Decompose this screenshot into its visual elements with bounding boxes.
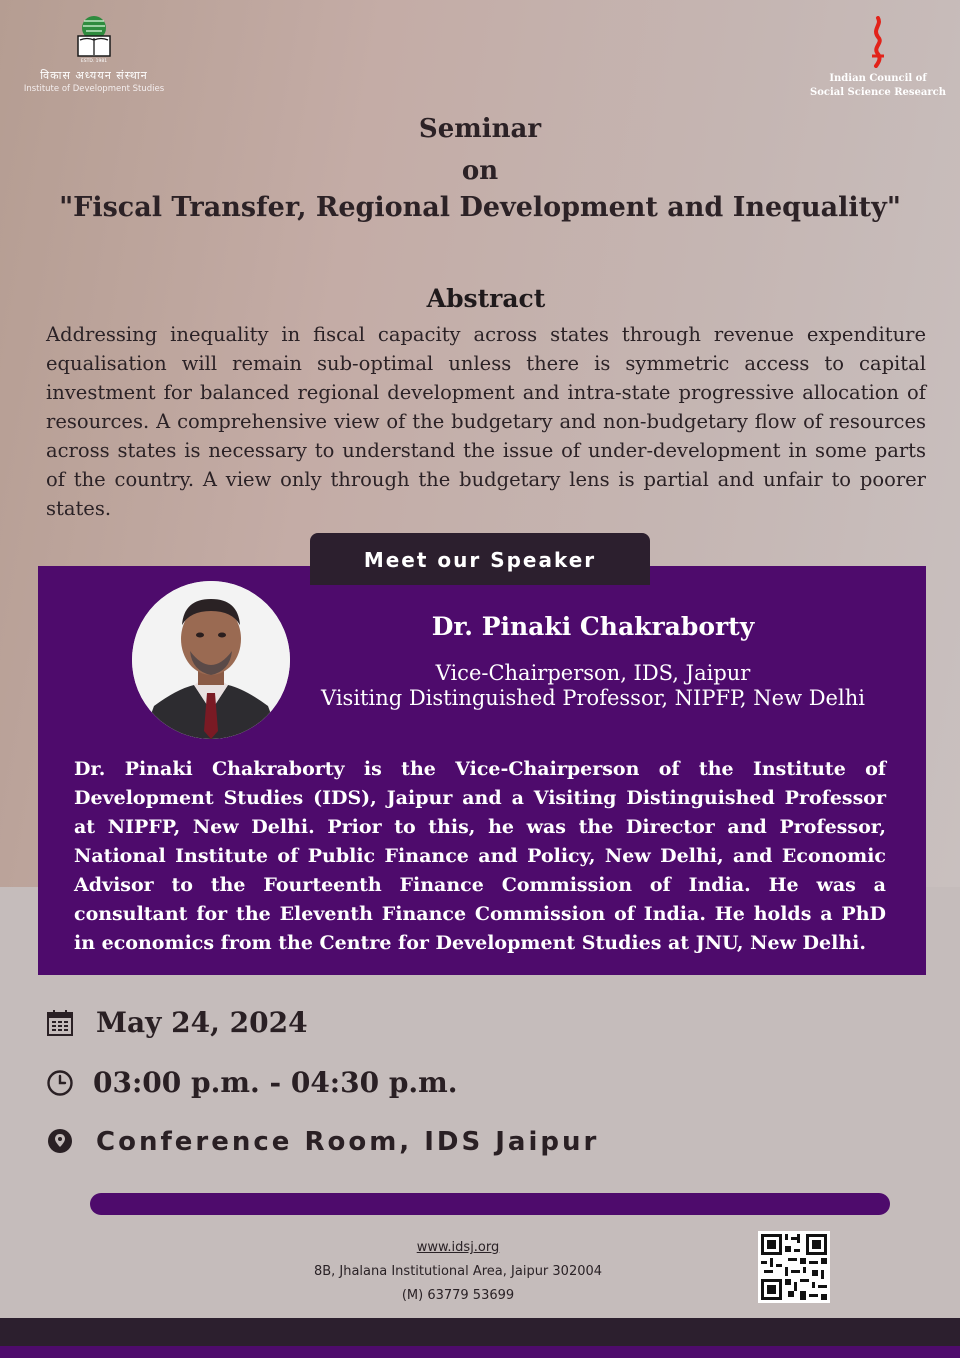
title-on: on [461, 156, 499, 186]
ids-emblem-icon [75, 14, 113, 64]
event-venue: Conference Room, IDS Jaipur [96, 1127, 600, 1157]
divider-bar [90, 1193, 890, 1215]
title-seminar: Seminar [418, 114, 542, 144]
seminar-title: "Fiscal Transfer, Regional Development and Inequality" [59, 192, 901, 223]
icssr-flame-icon [867, 16, 889, 68]
qr-code[interactable] [758, 1231, 830, 1303]
speaker-name: Dr. Pinaki Chakraborty [431, 612, 755, 641]
speaker-avatar [132, 581, 290, 739]
footer-phone: (M) 63779 53699 [401, 1288, 515, 1303]
event-date: May 24, 2024 [96, 1006, 308, 1039]
speaker-role-secondary: Visiting Distinguished Professor, NIPFP, New Delhi [321, 686, 865, 710]
speaker-role-primary: Vice-Chairperson, IDS, Jaipur [435, 661, 751, 685]
event-time-row [46, 1066, 458, 1099]
icssr-name-line1: Indian Council of [829, 73, 927, 84]
icssr-logo [808, 16, 948, 100]
event-date-row [46, 1006, 308, 1039]
footer-address: 8B, Jhalana Institutional Area, Jaipur 302004 [313, 1264, 603, 1279]
icssr-name-line2: Social Science Research [810, 87, 946, 98]
abstract-body: Addressing inequality in fiscal capacity across states through revenue expenditure equalisation will remain sub-optimal unless there is symmetric access to capital investment for balanced regional development and intra-state progressive allocation of resources. A comprehensive view of the budgetary and non-budgetary flow of resources across states is necessary to understand the issue of under-development in some parts of the country. A view only through the budgetary lens is partial and unfair to poorer states. [46, 323, 926, 520]
location-pin-icon [46, 1128, 74, 1156]
footer-contact [258, 1236, 658, 1308]
clock-icon [46, 1069, 74, 1097]
ids-logo [20, 14, 168, 94]
bottom-band-accent [0, 1346, 960, 1358]
abstract-heading: Abstract [426, 284, 546, 313]
ids-hindi-name: विकास अध्ययन संस्थान [40, 69, 148, 82]
speaker-bio: Dr. Pinaki Chakraborty is the Vice-Chairperson of the Institute of Development Studies (IDS), Jaipur and a Visiting Distinguished Professor at NIPFP, New Delhi. Prior to this, he was the Director and Professor, National Institute of Public Finance and Policy, New Delhi, and Economic Advisor to the Fourteenth Finance Commission of India. He was a consultant for the Eleventh Finance Commission of India. He holds a PhD in economics from the Centre for Development Studies at JNU, New Delhi. [74, 758, 886, 954]
event-venue-row [46, 1127, 599, 1157]
event-time: 03:00 p.m. - 04:30 p.m. [93, 1066, 458, 1099]
calendar-icon [46, 1009, 74, 1037]
svg-text:ESTD. 1981: ESTD. 1981 [80, 59, 108, 64]
website-link[interactable]: www.idsj.org [416, 1240, 500, 1255]
meet-speaker-tab: Meet our Speaker [310, 533, 650, 585]
ids-english-name: Institute of Development Studies [23, 84, 165, 94]
